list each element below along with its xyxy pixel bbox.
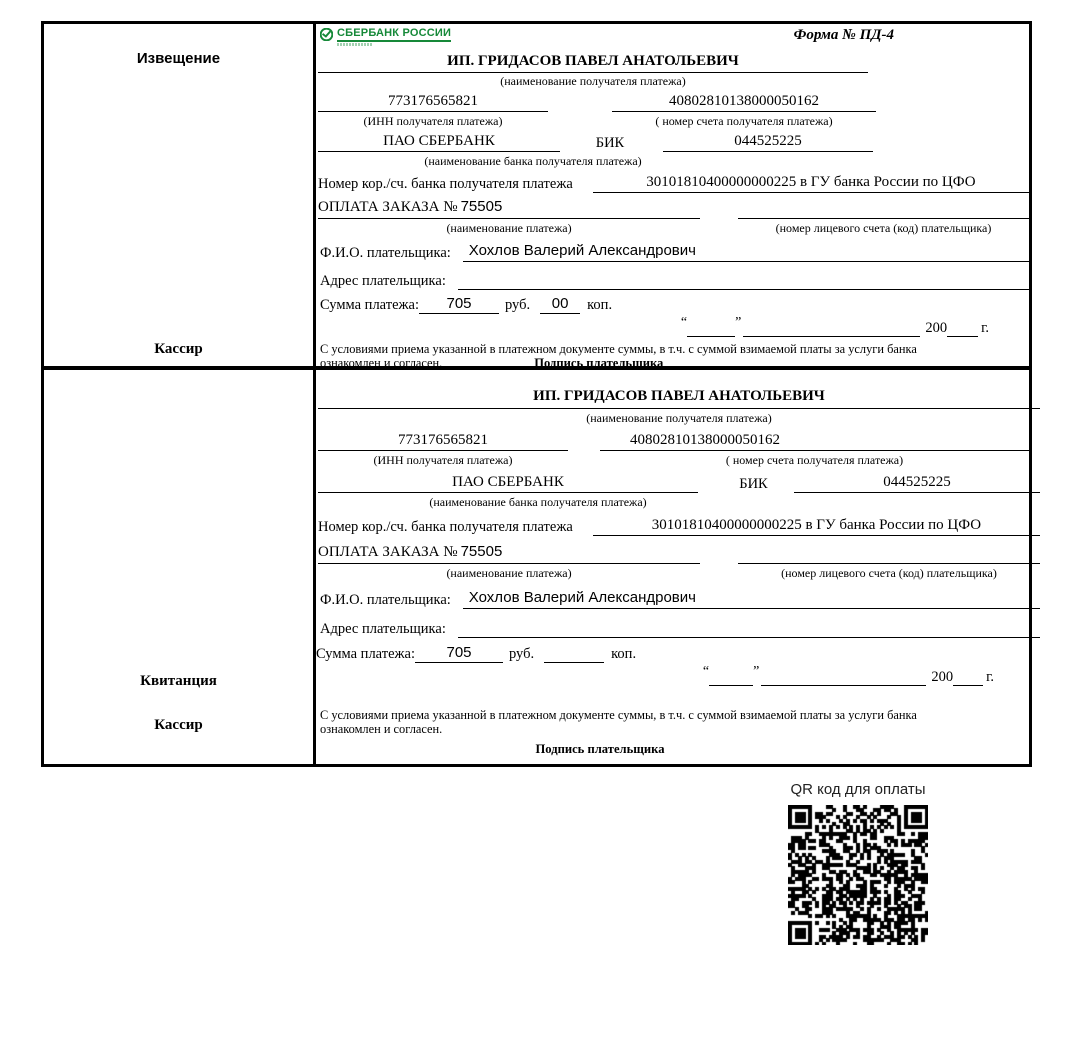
purpose-prefix: ОПЛАТА ЗАКАЗА №	[318, 199, 458, 215]
qr-label: QR код для оплаты	[790, 781, 926, 798]
amount-kop-value: 00	[540, 295, 580, 314]
notice-side-cell	[44, 24, 316, 366]
notice-cashier-label: Кассир	[154, 341, 203, 357]
bik-label: БИК	[595, 135, 625, 151]
receipt-side-label: Квитанция	[140, 673, 217, 689]
amount-rub-value: 705	[415, 644, 503, 663]
year-prefix: 200	[931, 669, 954, 685]
recipient-caption: (наименование получателя платежа)	[586, 411, 772, 425]
quote-close: ”	[735, 315, 742, 330]
sberbank-logo	[320, 27, 451, 46]
payer-name-label: Ф.И.О. плательщика:	[320, 592, 451, 608]
account-value: 40802810138000050162	[612, 93, 876, 112]
inn-value: 773176565821	[318, 432, 568, 451]
date-line	[318, 664, 994, 686]
section-receipt	[44, 370, 1029, 764]
agreement-line1: С условиями приема указанной в платежном документе суммы, в т.ч. с суммой взимаемой платы за услуги банка	[320, 342, 917, 356]
qr-code	[788, 805, 928, 945]
section-notice	[44, 24, 1029, 370]
payer-name-value: Хохлов Валерий Александрович	[463, 589, 1040, 609]
account-caption: ( номер счета получателя платежа)	[725, 453, 904, 467]
inn-caption: (ИНН получателя платежа)	[363, 114, 503, 128]
personal-account-line	[738, 218, 1029, 219]
bik-value: 044525225	[663, 133, 873, 152]
purpose-caption: (наименование платежа)	[446, 566, 572, 580]
amount-kop-value	[544, 644, 604, 663]
quote-open: “	[702, 664, 710, 679]
sberbank-logo-icon	[320, 28, 333, 41]
amount-label: Сумма платежа:	[320, 297, 419, 313]
agreement-text	[320, 708, 1040, 756]
payer-name-label: Ф.И.О. плательщика:	[320, 245, 451, 261]
inn-value: 773176565821	[318, 93, 548, 112]
account-value: 40802810138000050162	[600, 432, 1029, 451]
purpose-number: 75505	[460, 543, 503, 560]
year-prefix: 200	[925, 320, 948, 336]
kop-label: коп.	[611, 646, 637, 662]
payer-address-value	[458, 268, 1029, 290]
recipient-name: ИП. ГРИДАСОВ ПАВЕЛ АНАТОЛЬЕВИЧ	[318, 53, 868, 73]
receipt-side-cell	[44, 370, 316, 764]
agreement-text	[320, 342, 1029, 370]
corr-account-label: Номер кор./сч. банка получателя платежа	[318, 519, 573, 535]
signature-label: Подпись плательщика	[535, 742, 665, 756]
agreement-line2: ознакомлен и согласен.	[320, 722, 443, 736]
agreement-line1: С условиями приема указанной в платежном документе суммы, в т.ч. с суммой взимаемой платы за услуги банка	[320, 708, 917, 722]
payer-address-label: Адрес плательщика:	[320, 273, 446, 289]
date-month-line	[761, 669, 926, 686]
bank-name: ПАО СБЕРБАНК	[318, 474, 698, 493]
payer-address-value	[458, 616, 1040, 638]
date-year-line	[947, 320, 978, 337]
payment-form	[41, 21, 1032, 767]
bank-caption: (наименование банка получателя платежа)	[429, 495, 647, 509]
notice-side-label: Извещение	[136, 50, 221, 67]
purpose-prefix: ОПЛАТА ЗАКАЗА №	[318, 544, 458, 560]
recipient-name: ИП. ГРИДАСОВ ПАВЕЛ АНАТОЛЬЕВИЧ	[318, 388, 1040, 409]
date-day-line	[687, 320, 735, 337]
bank-caption: (наименование банка получателя платежа)	[424, 154, 642, 168]
personal-account-caption: (номер лицевого счета (код) плательщика)	[775, 221, 992, 235]
sberbank-logo-text: СБЕРБАНК РОССИИ	[337, 27, 451, 42]
amount-rub-value: 705	[419, 295, 499, 314]
qr-block	[782, 781, 934, 945]
account-caption: ( номер счета получателя платежа)	[655, 114, 833, 128]
quote-open: “	[680, 315, 688, 330]
inn-caption: (ИНН получателя платежа)	[373, 453, 513, 467]
form-number: Форма № ПД-4	[793, 27, 894, 43]
purpose-number: 75505	[460, 198, 503, 215]
corr-account-label: Номер кор./сч. банка получателя платежа	[318, 176, 573, 192]
bank-name: ПАО СБЕРБАНК	[318, 133, 560, 152]
date-year-line	[953, 669, 983, 686]
payer-name-value: Хохлов Валерий Александрович	[463, 242, 1029, 262]
personal-account-caption: (номер лицевого счета (код) плательщика)	[781, 566, 997, 580]
payer-address-label: Адрес плательщика:	[320, 621, 446, 637]
receipt-content	[316, 370, 1040, 764]
rub-label: руб.	[509, 646, 535, 662]
notice-content	[316, 24, 1029, 370]
date-month-line	[743, 320, 920, 337]
date-day-line	[709, 669, 753, 686]
agreement-line2: ознакомлен и согласен.	[320, 356, 443, 370]
year-suffix: г.	[986, 669, 994, 685]
sberbank-logo-tagline	[337, 43, 373, 46]
bik-value: 044525225	[794, 474, 1040, 493]
corr-account-value: 30101810400000000225 в ГУ банка России по ЦФО	[593, 517, 1040, 536]
year-suffix: г.	[981, 320, 989, 336]
amount-label: Сумма платежа:	[316, 646, 415, 662]
signature-label: Подпись плательщика	[534, 356, 664, 370]
purpose-caption: (наименование платежа)	[446, 221, 572, 235]
rub-label: руб.	[505, 297, 531, 313]
corr-account-value: 30101810400000000225 в ГУ банка России по ЦФО	[593, 174, 1029, 193]
personal-account-line	[738, 563, 1040, 564]
receipt-cashier-label: Кассир	[154, 717, 203, 733]
kop-label: коп.	[587, 297, 613, 313]
date-line	[318, 315, 989, 337]
recipient-caption: (наименование получателя платежа)	[500, 74, 686, 88]
bik-label: БИК	[739, 476, 768, 492]
quote-close: ”	[753, 664, 760, 679]
